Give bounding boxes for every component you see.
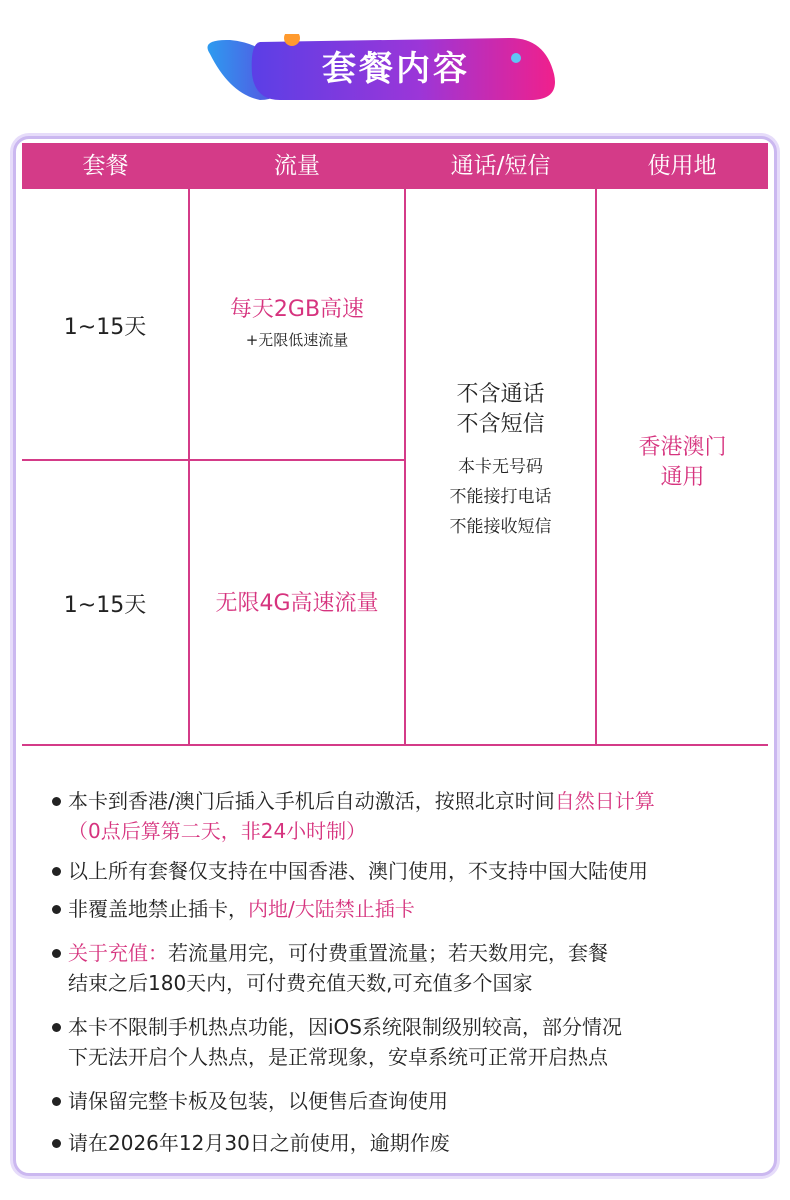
note-item: 非覆盖地禁止插卡，内地/大陆禁止插卡	[50, 894, 765, 924]
row1-data	[190, 292, 404, 350]
note-item: 本卡不限制手机热点功能，因iOS系统限制级别较高，部分情况 下无法开启个人热点，是正常现象，安卓系统可正常开启热点	[50, 1012, 765, 1072]
grid-line	[188, 189, 190, 746]
col-header-data: 流量	[274, 153, 320, 179]
notes-list	[50, 786, 765, 1158]
region-line1: 香港澳门	[638, 435, 727, 460]
bullet-icon	[52, 1023, 61, 1032]
col-header-calls: 通话/短信	[450, 153, 551, 179]
row2-data-main: 无限4G高速流量	[215, 591, 379, 616]
bullet-icon	[52, 1097, 61, 1106]
table-header	[22, 143, 768, 189]
note-item: 请保留完整卡板及包装，以便售后查询使用	[50, 1086, 765, 1116]
note-item: 以上所有套餐仅支持在中国香港、澳门使用，不支持中国大陆使用	[50, 856, 765, 886]
bullet-icon	[52, 949, 61, 958]
grid-line	[22, 744, 768, 746]
col-header-region: 使用地	[647, 153, 717, 179]
calls-line2: 不含短信	[456, 412, 545, 437]
page-title: 套餐内容	[322, 49, 470, 89]
row2-data	[190, 586, 404, 617]
note-item: 本卡到香港/澳门后插入手机后自动激活，按照北京时间自然日计算 （0点后算第二天，非24小时制）	[50, 786, 765, 846]
note-item: 关于充值：若流量用完，可付费重置流量；若天数用完，套餐 结束之后180天内，可付费充值天数,可充值多个国家	[50, 938, 765, 998]
calls-line1: 不含通话	[456, 382, 545, 407]
calls-sub2: 不能接打电话	[449, 487, 552, 507]
calls-sub3: 不能接收短信	[449, 517, 552, 537]
note-item: 请在2026年12月30日之前使用，逾期作废	[50, 1128, 765, 1158]
row1-data-main: 每天2GB高速	[229, 297, 365, 322]
calls-cell	[406, 380, 595, 542]
grid-line	[22, 459, 406, 461]
calls-sub1: 本卡无号码	[458, 457, 543, 477]
row1-days: 1~15天	[63, 315, 147, 340]
bullet-icon	[52, 867, 61, 876]
region-line2: 通用	[660, 465, 705, 490]
region-cell	[597, 433, 768, 493]
col-header-package: 套餐	[82, 153, 129, 179]
row1-data-sub: +无限低速流量	[245, 331, 349, 349]
row2-days: 1~15天	[63, 593, 147, 618]
bullet-icon	[52, 1139, 61, 1148]
bullet-icon	[52, 797, 61, 806]
bullet-icon	[52, 905, 61, 914]
